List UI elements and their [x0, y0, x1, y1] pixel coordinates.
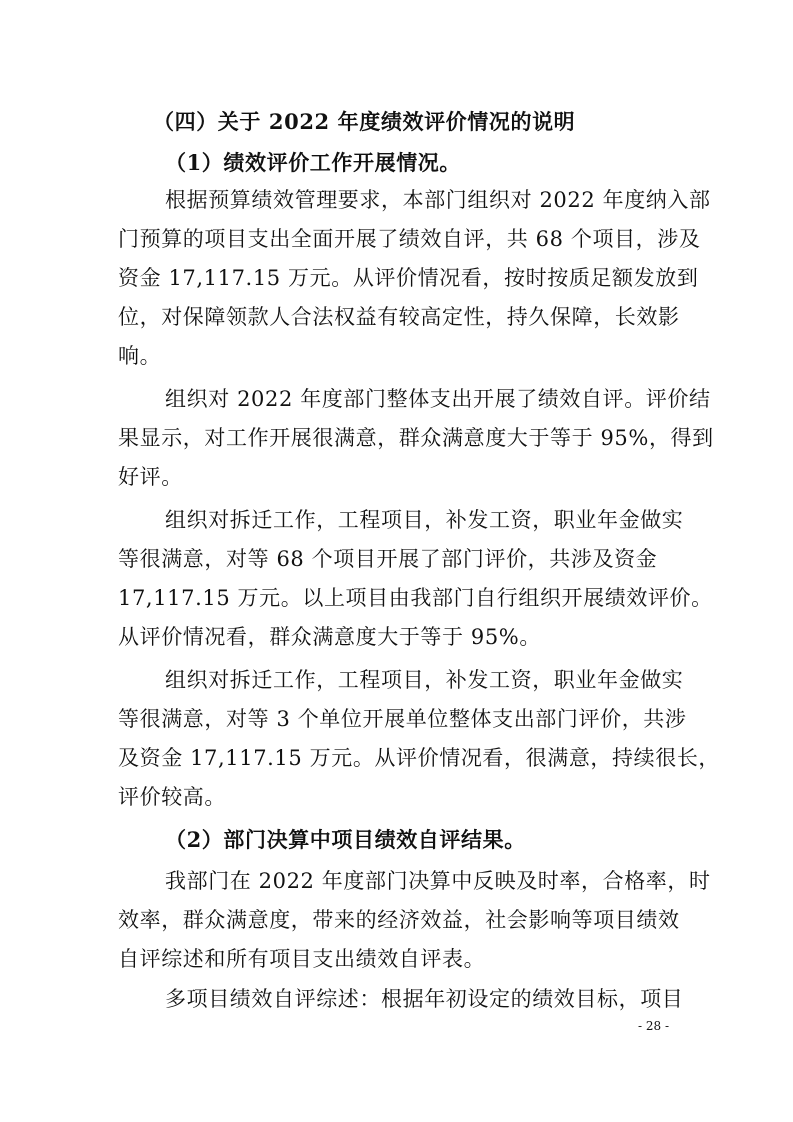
paragraph-line: 及资金 17,117.15 万元。从评价情况看，很满意，持续很长， [118, 746, 721, 770]
paragraph-line: 等很满意，对等 3 个单位开展单位整体支出部门评价，共涉 [118, 707, 687, 731]
paragraph-line: 从评价情况看，群众满意度大于等于 95%。 [118, 625, 541, 649]
subsection-heading-1: （1）绩效评价工作开展情况。 [165, 150, 462, 175]
paragraph-line: 自评综述和所有项目支出绩效自评表。 [118, 947, 486, 971]
paragraph-line: 组织对拆迁工作，工程项目，补发工资，职业年金做实 [165, 508, 684, 532]
paragraph-line: 效率，群众满意度，带来的经济效益，社会影响等项目绩效 [118, 908, 680, 932]
section-heading: （四）关于 2022 年度绩效评价情况的说明 [153, 109, 576, 134]
paragraph-line: 组织对 2022 年度部门整体支出开展了绩效自评。评价结 [165, 387, 711, 411]
paragraph-line: 好评。 [118, 465, 183, 489]
paragraph-line: 评价较高。 [118, 785, 226, 809]
paragraph-line: 位，对保障领款人合法权益有较高定性，持久保障，长效影 [118, 305, 680, 329]
paragraph-line: 果显示，对工作开展很满意，群众满意度大于等于 95%，得到 [118, 426, 714, 450]
paragraph-line: 我部门在 2022 年度部门决算中反映及时率，合格率，时 [165, 869, 711, 893]
paragraph-line: 响。 [118, 344, 162, 368]
paragraph-line: 17,117.15 万元。以上项目由我部门自行组织开展绩效评价。 [118, 586, 713, 610]
page-number: - 28 - [638, 1019, 670, 1033]
paragraph-line: 门预算的项目支出全面开展了绩效自评，共 68 个项目，涉及 [118, 227, 701, 251]
paragraph-line: 多项目绩效自评综述：根据年初设定的绩效目标，项目 [165, 987, 684, 1011]
paragraph-line: 资金 17,117.15 万元。从评价情况看，按时按质足额发放到 [118, 266, 699, 290]
paragraph-line: 等很满意，对等 68 个项目开展了部门评价，共涉及资金 [118, 547, 658, 571]
subsection-heading-2: （2）部门决算中项目绩效自评结果。 [165, 827, 526, 852]
paragraph-line: 组织对拆迁工作，工程项目，补发工资，职业年金做实 [165, 668, 684, 692]
paragraph-line: 根据预算绩效管理要求，本部门组织对 2022 年度纳入部 [165, 188, 711, 212]
